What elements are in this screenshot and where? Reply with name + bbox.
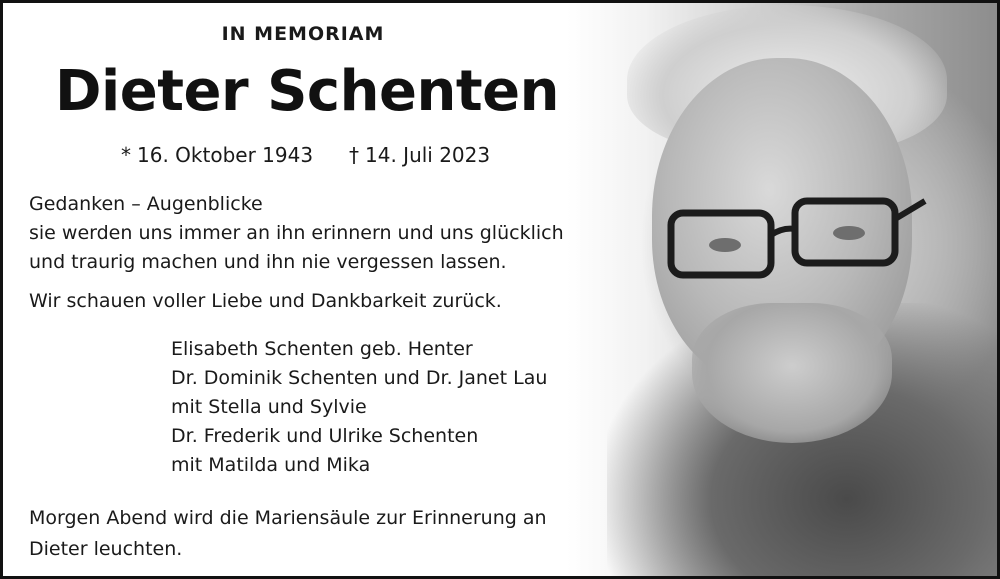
notice-heading: IN MEMORIAM xyxy=(221,23,385,45)
family-line: Elisabeth Schenten geb. Henter xyxy=(171,338,473,360)
poem-line: und traurig machen und ihn nie vergessen lassen. xyxy=(29,251,507,273)
death-symbol: † xyxy=(349,143,359,167)
thanks-text: Wir schauen voller Liebe und Dankbarkeit zurück. xyxy=(29,290,502,312)
poem-line: Gedanken – Augenblicke xyxy=(29,193,263,215)
notice-text-area xyxy=(3,3,603,576)
closing-line: Dieter leuchten. xyxy=(29,538,183,560)
family-line: mit Matilda und Mika xyxy=(171,454,371,476)
portrait-photo xyxy=(567,3,997,576)
closing-line: Morgen Abend wird die Mariensäule zur Erinnerung an xyxy=(29,507,547,529)
portrait-beard xyxy=(692,303,892,443)
poem-line: sie werden uns immer an ihn erinnern und uns glücklich xyxy=(29,222,564,244)
deceased-name: Dieter Schenten xyxy=(55,59,559,124)
family-line: mit Stella und Sylvie xyxy=(171,396,367,418)
birth-date xyxy=(121,143,313,167)
closing-announcement xyxy=(29,503,599,565)
birth-symbol: * xyxy=(121,143,131,167)
family-line: Dr. Dominik Schenten und Dr. Janet Lau xyxy=(171,367,548,389)
birth-date-text: 16. Oktober 1943 xyxy=(137,143,314,167)
death-date xyxy=(349,143,490,167)
memorial-poem xyxy=(29,190,599,277)
thanks-line xyxy=(29,287,599,316)
family-signature xyxy=(171,335,547,480)
portrait-glasses xyxy=(667,195,927,285)
family-line: Dr. Frederik und Ulrike Schenten xyxy=(171,425,479,447)
death-date-text: 14. Juli 2023 xyxy=(365,143,491,167)
